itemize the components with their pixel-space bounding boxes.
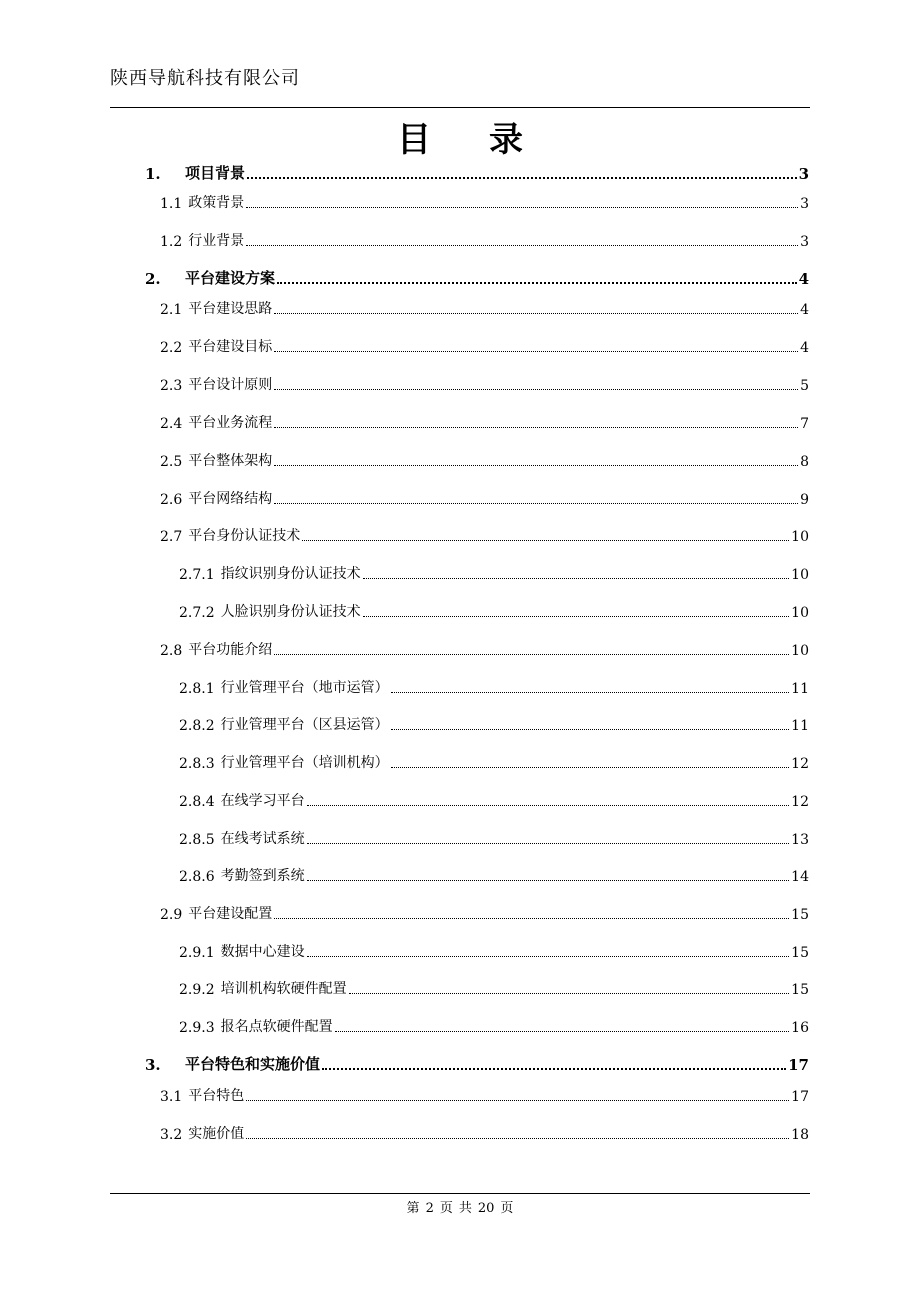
- page-footer: [0, 1197, 920, 1216]
- toc-entry-leader-dots: [363, 577, 790, 579]
- toc-entry[interactable]: [0, 1014, 920, 1036]
- header-divider: [110, 107, 810, 108]
- toc-entry-leader-dots: [391, 766, 790, 768]
- toc-entry-number: 2.: [145, 270, 161, 288]
- toc-entry-leader-dots: [307, 842, 790, 844]
- toc-entry-title: 数据中心建设: [220, 944, 305, 960]
- toc-entry-title: 指纹识别身份认证技术: [220, 566, 361, 582]
- toc-entry-page: 10: [791, 643, 809, 659]
- toc-entry[interactable]: [0, 372, 920, 394]
- toc-entry-number: 2.6: [160, 492, 183, 508]
- toc-entry-number: 2.8.3: [179, 756, 215, 772]
- toc-entry-number: 1.1: [160, 196, 183, 212]
- toc-entry-number: 2.8.4: [179, 794, 215, 810]
- toc-entry-page: 10: [791, 567, 809, 583]
- toc-entry-page: 10: [791, 605, 809, 621]
- toc-entry-leader-dots: [246, 1137, 789, 1139]
- toc-entry-leader-dots: [274, 426, 798, 428]
- toc-entry-leader-dots: [274, 464, 798, 466]
- toc-entry-number: 3.: [145, 1056, 161, 1074]
- toc-entry-title: 平台建设目标: [188, 339, 273, 355]
- toc-entry-title: 平台业务流程: [188, 415, 273, 431]
- toc-entry-title: 在线考试系统: [220, 831, 305, 847]
- toc-entry[interactable]: [0, 266, 920, 288]
- toc-entry[interactable]: [0, 826, 920, 848]
- toc-entry-leader-dots: [391, 728, 790, 730]
- toc-entry-number: 2.9.3: [179, 1020, 215, 1036]
- toc-entry-page: 18: [791, 1127, 809, 1143]
- toc-entry-leader-dots: [363, 615, 790, 617]
- toc-entry[interactable]: [0, 788, 920, 810]
- toc-entry-page: 5: [800, 378, 809, 394]
- toc-entry-number: 2.2: [160, 340, 183, 356]
- toc-entry-leader-dots: [391, 691, 790, 693]
- toc-entry-title: 实施价值: [188, 1126, 245, 1142]
- toc-entry[interactable]: [0, 712, 920, 734]
- toc-entry-title: 人脸识别身份认证技术: [220, 604, 361, 620]
- footer-divider: [110, 1193, 810, 1194]
- toc-entry-page: 17: [788, 1056, 809, 1074]
- toc-entry[interactable]: [0, 939, 920, 961]
- toc-entry[interactable]: [0, 863, 920, 885]
- toc-entry-title: 报名点软硬件配置: [220, 1019, 333, 1035]
- toc-entry-page: 15: [791, 945, 809, 961]
- toc-entry-number: 1.: [145, 165, 161, 183]
- toc-entry-page: 16: [791, 1020, 809, 1036]
- toc-entry-page: 4: [800, 302, 809, 318]
- footer-total-word: 共: [458, 1201, 472, 1216]
- toc-entry-title: 政策背景: [188, 195, 245, 211]
- toc-entry-page: 9: [800, 492, 809, 508]
- toc-entry-title: 行业管理平台（培训机构）: [220, 755, 389, 771]
- company-name: 陕西导航科技有限公司: [110, 68, 300, 89]
- toc-entry-page: 4: [798, 270, 809, 288]
- footer-total-pages: 20: [477, 1201, 495, 1216]
- toc-entry-number: 2.7.2: [179, 605, 215, 621]
- toc-entry-number: 2.8.5: [179, 832, 215, 848]
- toc-entry-title: 平台特色和实施价值: [185, 1055, 321, 1073]
- toc-entry-page: 14: [791, 869, 809, 885]
- toc-entry-title: 平台特色: [188, 1088, 245, 1104]
- toc-entry-number: 2.1: [160, 302, 183, 318]
- toc-entry-page: 3: [800, 196, 809, 212]
- toc-entry[interactable]: [0, 410, 920, 432]
- toc-entry-number: 2.4: [160, 416, 183, 432]
- toc-entry-number: 2.8.1: [179, 681, 215, 697]
- toc-entry[interactable]: [0, 1083, 920, 1105]
- toc-entry-number: 3.1: [160, 1089, 183, 1105]
- toc-entry-leader-dots: [274, 917, 789, 919]
- toc-entry-page: 3: [800, 234, 809, 250]
- toc-entry-leader-dots: [322, 1067, 786, 1070]
- toc-entry-page: 11: [791, 718, 809, 734]
- toc-entry-leader-dots: [246, 1099, 789, 1101]
- toc-entry-title: 平台功能介绍: [188, 642, 273, 658]
- toc-entry-title: 在线学习平台: [220, 793, 305, 809]
- toc-entry-number: 2.9: [160, 907, 183, 923]
- toc-entry[interactable]: [0, 190, 920, 212]
- toc-entry[interactable]: [0, 161, 920, 183]
- toc-entry-page: 15: [791, 907, 809, 923]
- toc-entry-page: 12: [791, 756, 809, 772]
- footer-current-page: 2: [425, 1201, 434, 1216]
- toc-entry-title: 行业背景: [188, 233, 245, 249]
- toc-entry-number: 2.8: [160, 643, 183, 659]
- toc-entry-leader-dots: [274, 312, 798, 314]
- toc-entry-number: 2.3: [160, 378, 183, 394]
- toc-entry-title: 行业管理平台（地市运管）: [220, 680, 389, 696]
- toc-entry-number: 2.9.2: [179, 982, 215, 998]
- toc-entry-leader-dots: [274, 350, 798, 352]
- toc-entry-number: 1.2: [160, 234, 183, 250]
- toc-entry-number: 3.2: [160, 1127, 183, 1143]
- toc-entry-number: 2.7.1: [179, 567, 215, 583]
- toc-entry-page: 10: [791, 529, 809, 545]
- toc-entry-title: 培训机构软硬件配置: [220, 981, 347, 997]
- toc-entry-page: 4: [800, 340, 809, 356]
- toc-entry-number: 2.5: [160, 454, 183, 470]
- toc-entry-title: 平台网络结构: [188, 491, 273, 507]
- toc-entry[interactable]: [0, 561, 920, 583]
- toc-entry[interactable]: [0, 599, 920, 621]
- toc-entry-leader-dots: [302, 539, 789, 541]
- toc-entry-page: 11: [791, 681, 809, 697]
- toc-entry-number: 2.9.1: [179, 945, 215, 961]
- toc-entry[interactable]: [0, 1052, 920, 1074]
- toc-entry-leader-dots: [246, 244, 798, 246]
- footer-suffix: 页: [500, 1201, 514, 1216]
- toc-entry[interactable]: [0, 675, 920, 697]
- toc-entry-page: 8: [800, 454, 809, 470]
- toc-entry-leader-dots: [274, 502, 798, 504]
- toc-entry-leader-dots: [307, 879, 790, 881]
- toc-entry-number: 2.8.2: [179, 718, 215, 734]
- footer-prefix: 第: [406, 1201, 420, 1216]
- toc-entry-number: 2.7: [160, 529, 183, 545]
- toc-entry[interactable]: [0, 901, 920, 923]
- toc-entry[interactable]: [0, 228, 920, 250]
- toc-entry-page: 12: [791, 794, 809, 810]
- toc-entry-number: 2.8.6: [179, 869, 215, 885]
- toc-entry-title: 项目背景: [185, 164, 246, 182]
- toc-entry-leader-dots: [274, 388, 798, 390]
- toc-entry[interactable]: [0, 1121, 920, 1143]
- toc-entry[interactable]: [0, 750, 920, 772]
- toc-entry[interactable]: [0, 296, 920, 318]
- toc-entry-page: 13: [791, 832, 809, 848]
- toc-entry-title: 平台整体架构: [188, 453, 273, 469]
- toc-entry-title: 平台建设方案: [185, 269, 276, 287]
- toc-entry-leader-dots: [307, 955, 790, 957]
- toc-entry[interactable]: [0, 486, 920, 508]
- toc-entry-page: 3: [798, 165, 809, 183]
- toc-entry-title: 平台身份认证技术: [188, 528, 301, 544]
- toc-entry-page: 15: [791, 982, 809, 998]
- toc-entry-page: 7: [800, 416, 809, 432]
- toc-entry-leader-dots: [335, 1030, 790, 1032]
- toc-entry-title: 平台建设配置: [188, 906, 273, 922]
- toc-entry-leader-dots: [274, 653, 789, 655]
- toc-entry-title: 考勤签到系统: [220, 868, 305, 884]
- toc-entry-title: 行业管理平台（区县运管）: [220, 717, 389, 733]
- toc-entry[interactable]: [0, 334, 920, 356]
- toc-entry-title: 平台建设思路: [188, 301, 273, 317]
- toc-entry[interactable]: [0, 637, 920, 659]
- toc-entry-leader-dots: [246, 206, 798, 208]
- page-title: 目录: [397, 120, 581, 160]
- toc-entry[interactable]: [0, 448, 920, 470]
- toc-entry-leader-dots: [349, 992, 790, 994]
- footer-page-word: 页: [439, 1201, 453, 1216]
- toc-entry-leader-dots: [307, 804, 790, 806]
- toc-entry-title: 平台设计原则: [188, 377, 273, 393]
- toc-entry-leader-dots: [277, 281, 797, 284]
- toc-entry[interactable]: [0, 523, 920, 545]
- toc-entry[interactable]: [0, 976, 920, 998]
- toc-entry-leader-dots: [247, 176, 797, 179]
- toc-entry-page: 17: [791, 1089, 809, 1105]
